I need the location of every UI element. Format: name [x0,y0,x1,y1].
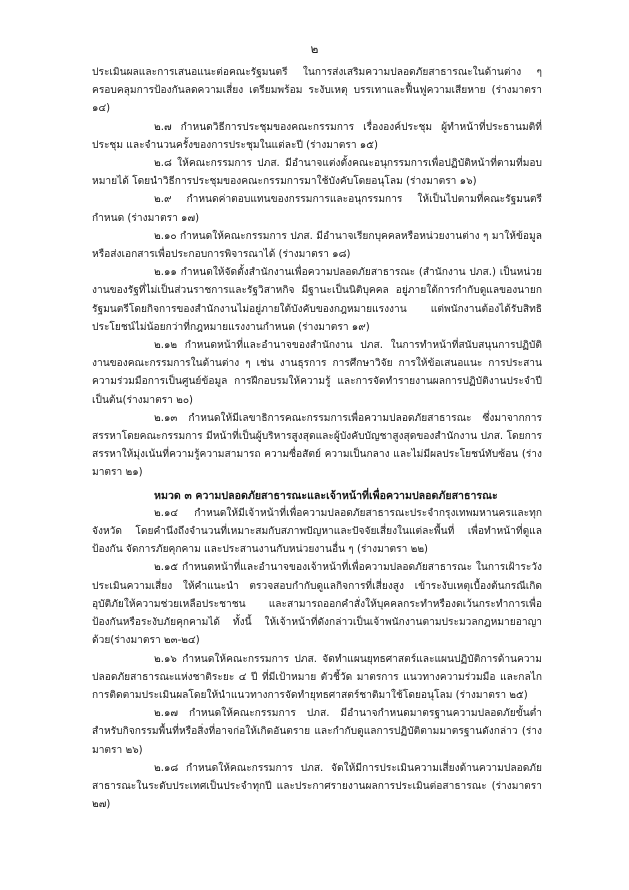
body-paragraph: ๒.๑๓ กำหนดให้มีเลขาธิการคณะกรรมการเพื่อความปลอดภัยสาธารณะ ซึ่งมาจากการสรรหาโดยคณะกรรมการ มีหน้าที่เป็นผู้บริหารสูงสุดและผู้บังคับบัญชาสูงสุดของสำนักงาน ปภส. โดยการสรรหาให้มุ่งเน้นที่ความรู้ความสามารถ ความซื่อสัตย์ ความเป็นกลาง และไม่มีผลประโยชน์ทับซ้อน (ร่างมาตรา ๒๑) [92,412,542,479]
page-number: ๒ [310,42,319,56]
body-paragraph: ๒.๗ กำหนดวิธีการประชุมของคณะกรรมการ เรื่ององค์ประชุม ผู้ทำหน้าที่ประธานมติที่ประชุม และจำนวนครั้งของการประชุมในแต่ละปี (ร่างมาตรา ๑๕) [92,121,542,151]
body-paragraph: ๒.๑๑ กำหนดให้จัดตั้งสำนักงานเพื่อความปลอดภัยสาธารณะ (สำนักงาน ปภส.) เป็นหน่วยงานของรัฐที่ไม่เป็นส่วนราชการและรัฐวิสาหกิจ มีฐานะเป็นนิติบุคคล อยู่ภายใต้การกำกับดูแลของนายกรัฐมนตรีโดยกิจการของสำนักงานไม่อยู่ภายใต้บังคับของกฎหมายแรงงาน แต่พนักงานต้องได้รับสิทธิประโยชน์ไม่น้อยกว่าที่กฎหมายแรงงานกำหนด (ร่างมาตรา ๑๙) [92,267,542,333]
body-paragraph: ๒.๙ กำหนดค่าตอบแทนของกรรมการและอนุกรรมการ ให้เป็นไปตามที่คณะรัฐมนตรีกำหนด (ร่างมาตรา ๑๗) [92,194,542,224]
body-paragraph: ๒.๑๐ กำหนดให้คณะกรรมการ ปภส. มีอำนาจเรียกบุคคลหรือหน่วยงานต่าง ๆ มาให้ข้อมูลหรือส่งเอกสารเพื่อประกอบการพิจารณาได้ (ร่างมาตรา ๑๘) [92,230,542,261]
body-paragraph: ๒.๑๗ กำหนดให้คณะกรรมการ ปภส. มีอำนาจกำหนดมาตรฐานความปลอดภัยขั้นต่ำ สำหรับกิจกรรมพื้นที่หรือสิ่งที่อาจก่อให้เกิดอันตราย และกำกับดูแลการปฏิบัติตามมาตรฐานดังกล่าว (ร่างมาตรา ๒๖) [92,708,542,756]
body-paragraph: ๒.๑๔ กำหนดให้มีเจ้าหน้าที่เพื่อความปลอดภัยสาธารณะประจำกรุงเทพมหานครและทุกจังหวัด โดยคำนึงถึงจำนวนที่เหมาะสมกับสภาพปัญหาและปัจจัยเสี่ยงในแต่ละพื้นที่ เพื่อทำหน้าที่ดูแล ป้องกัน จัดการภัยคุกคาม และประสานงานกับหน่วยงานอื่น ๆ (ร่างมาตรา ๒๒) [92,507,542,556]
body-paragraph: ๒.๑๘ กำหนดให้คณะกรรมการ ปภส. จัดให้มีการประเมินความเสี่ยงด้านความปลอดภัยสาธารณะในระดับประเทศเป็นประจำทุกปี และประกาศรายงานผลการประเมินต่อสาธารณะ (ร่างมาตรา ๒๗) [92,762,542,811]
body-paragraph: ประเมินผลและการเสนอแนะต่อคณะรัฐมนตรี ในการส่งเสริมความปลอดภัยสาธารณะในด้านต่าง ๆ ครอบคลุมการป้องกันลดความเสี่ยง เตรียมพร้อม ระงับเหตุ บรรเทาและฟื้นฟูความเสียหาย (ร่างมาตรา ๑๔) [92,67,542,115]
body-paragraph: ๒.๑๒ กำหนดหน้าที่และอำนาจของสำนักงาน ปภส. ในการทำหน้าที่สนับสนุนการปฏิบัติงานของคณะกรรมการในด้านต่าง ๆ เช่น งานธุรการ การศึกษาวิจัย การให้ข้อเสนอแนะ การประสานความร่วมมือการเป็นศูนย์ข้อมูล การฝึกอบรมให้ความรู้ และการจัดทำรายงานผลการปฏิบัติงานประจำปี เป็นต้น(ร่างมาตรา ๒๐) [92,340,542,406]
section-heading: หมวด ๓ ความปลอดภัยสาธารณะและเจ้าหน้าที่เพื่อความปลอดภัยสาธารณะ [154,489,498,502]
body-paragraph: ๒.๑๕ กำหนดหน้าที่และอำนาจของเจ้าหน้าที่เพื่อความปลอดภัยสาธารณะ ในการเฝ้าระวังประเมินความเสี่ยง ให้คำแนะนำ ตรวจสอบกำกับดูแลกิจการที่เสี่ยงสูง เข้าระงับเหตุเบื้องต้นกรณีเกิดอุบัติภัยให้ความช่วยเหลือประชาชน และสามารถออกคำสั่งให้บุคคลกระทำหรืองดเว้นกระทำการเพื่อป้องกันหรือระงับภัยคุกคามได้ ทั้งนี้ ให้เจ้าหน้าที่ดังกล่าวเป็นเจ้าพนักงานตามประมวลกฎหมายอาญาด้วย(ร่างมาตรา ๒๓-๒๔) [92,562,542,647]
body-paragraph: ๒.๑๖ กำหนดให้คณะกรรมการ ปภส. จัดทำแผนยุทธศาสตร์และแผนปฏิบัติการด้านความปลอดภัยสาธารณะแห่งชาติระยะ ๔ ปี ที่มีเป้าหมาย ตัวชี้วัด มาตรการ แนวทางความร่วมมือ และกลไกการติดตามประเมินผลโดยให้นำแนวทางการจัดทำยุทธศาสตร์ชาติมาใช้โดยอนุโลม (ร่างมาตรา ๒๕) [92,653,542,701]
document-body [92,64,542,814]
body-paragraph: ๒.๘ ให้คณะกรรมการ ปภส. มีอำนาจแต่งตั้งคณะอนุกรรมการเพื่อปฏิบัติหน้าที่ตามที่มอบหมายได้ โดยนำวิธีการประชุมของคณะกรรมการมาใช้บังคับโดยอนุโลม (ร่างมาตรา ๑๖) [92,158,542,188]
